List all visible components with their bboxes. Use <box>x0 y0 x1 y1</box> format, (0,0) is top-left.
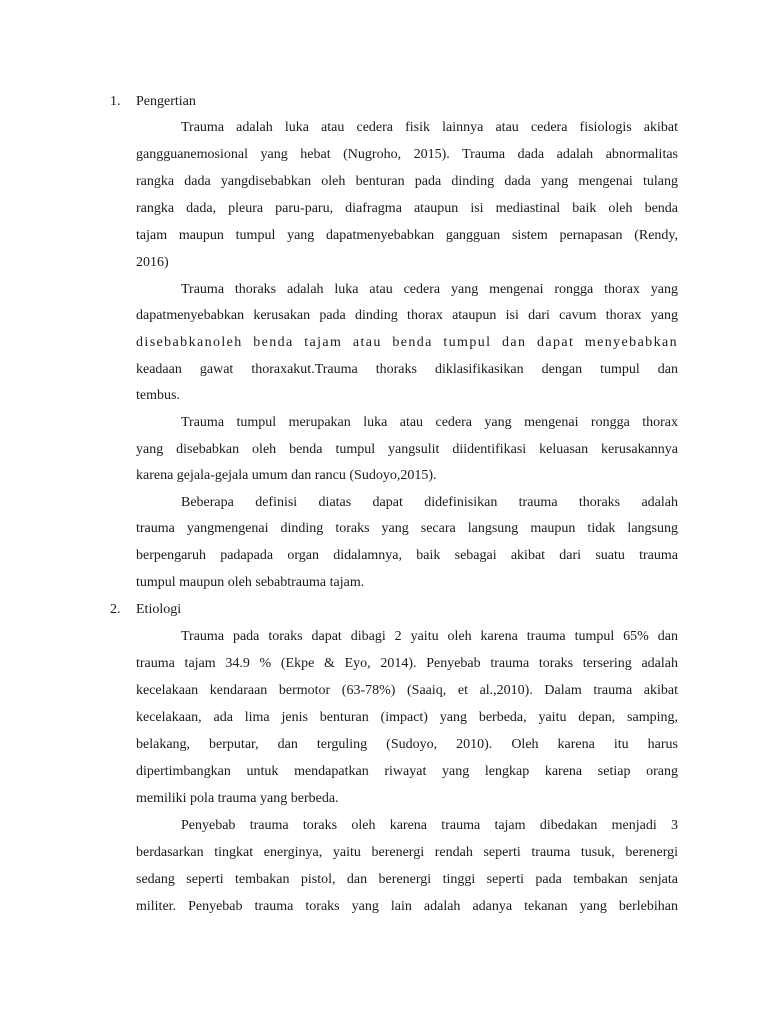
paragraph-line: rangka dada yangdisebabkan oleh benturan pada dinding dada yang mengenai tulang <box>136 174 678 189</box>
paragraph-line: gangguanemosional yang hebat (Nugroho, 2015). Trauma dada adalah abnormalitas <box>136 147 678 162</box>
section-title: Pengertian <box>136 94 196 109</box>
paragraph-line: rangka dada, pleura paru-paru, diafragma ataupun isi mediastinal baik oleh benda <box>136 201 678 216</box>
paragraph-line: militer. Penyebab trauma toraks yang lain adalah adanya tekanan yang berlebihan <box>136 899 678 914</box>
paragraph-line: karena gejala-gejala umum dan rancu (Sudoyo,2015). <box>136 468 437 483</box>
paragraph-line: belakang, berputar, dan terguling (Sudoyo, 2010). Oleh karena itu harus <box>136 737 678 752</box>
paragraph-line: Trauma tumpul merupakan luka atau cedera yang mengenai rongga thorax <box>181 415 678 430</box>
paragraph-line: dapatmenyebabkan kerusakan pada dinding thorax ataupun isi dari cavum thorax yang <box>136 308 678 323</box>
paragraph-line: memiliki pola trauma yang berbeda. <box>136 791 339 806</box>
paragraph-line: dipertimbangkan untuk mendapatkan riwayat yang lengkap karena setiap orang <box>136 764 678 779</box>
paragraph-line: Beberapa definisi diatas dapat didefinisikan trauma thoraks adalah <box>181 495 678 510</box>
section-heading-pengertian <box>110 92 196 112</box>
paragraph-line: yang disebabkan oleh benda tumpul yangsulit diidentifikasi keluasan kerusakannya <box>136 442 678 457</box>
section-number: 2. <box>110 602 121 617</box>
paragraph-line: tumpul maupun oleh sebabtrauma tajam. <box>136 575 365 590</box>
paragraph-line: Trauma thoraks adalah luka atau cedera yang mengenai rongga thorax yang <box>181 282 678 297</box>
paragraph-line: berdasarkan tingkat energinya, yaitu berenergi rendah seperti trauma tusuk, berenergi <box>136 845 678 860</box>
paragraph-line: tembus. <box>136 388 180 403</box>
paragraph-line: tajam maupun tumpul yang dapatmenyebabkan gangguan sistem pernapasan (Rendy, <box>136 228 678 243</box>
paragraph-line: sedang seperti tembakan pistol, dan berenergi tinggi seperti pada tembakan senjata <box>136 872 678 887</box>
paragraph-line: disebabkanoleh benda tajam atau benda tumpul dan dapat menyebabkan <box>136 335 678 350</box>
section-title: Etiologi <box>136 602 182 617</box>
paragraph-line: berpengaruh padapada organ didalamnya, baik sebagai akibat dari suatu trauma <box>136 548 678 563</box>
paragraph-line: Trauma pada toraks dapat dibagi 2 yaitu oleh karena trauma tumpul 65% dan <box>181 629 678 644</box>
paragraph-line: trauma yangmengenai dinding toraks yang secara langsung maupun tidak langsung <box>136 521 678 536</box>
paragraph-line: trauma tajam 34.9 % (Ekpe & Eyo, 2014). Penyebab trauma toraks tersering adalah <box>136 656 678 671</box>
paragraph-line: keadaan gawat thoraxakut.Trauma thoraks diklasifikasikan dengan tumpul dan <box>136 362 678 377</box>
section-number: 1. <box>110 94 121 109</box>
paragraph-line: kecelakaan kendaraan bermotor (63-78%) (Saaiq, et al.,2010). Dalam trauma akibat <box>136 683 678 698</box>
section-heading-etiologi <box>110 600 181 620</box>
paragraph-line: Trauma adalah luka atau cedera fisik lainnya atau cedera fisiologis akibat <box>181 120 678 135</box>
paragraph-line: Penyebab trauma toraks oleh karena trauma tajam dibedakan menjadi 3 <box>181 818 678 833</box>
paragraph-line: 2016) <box>136 255 169 270</box>
paragraph-line: kecelakaan, ada lima jenis benturan (impact) yang berbeda, yaitu depan, samping, <box>136 710 678 725</box>
